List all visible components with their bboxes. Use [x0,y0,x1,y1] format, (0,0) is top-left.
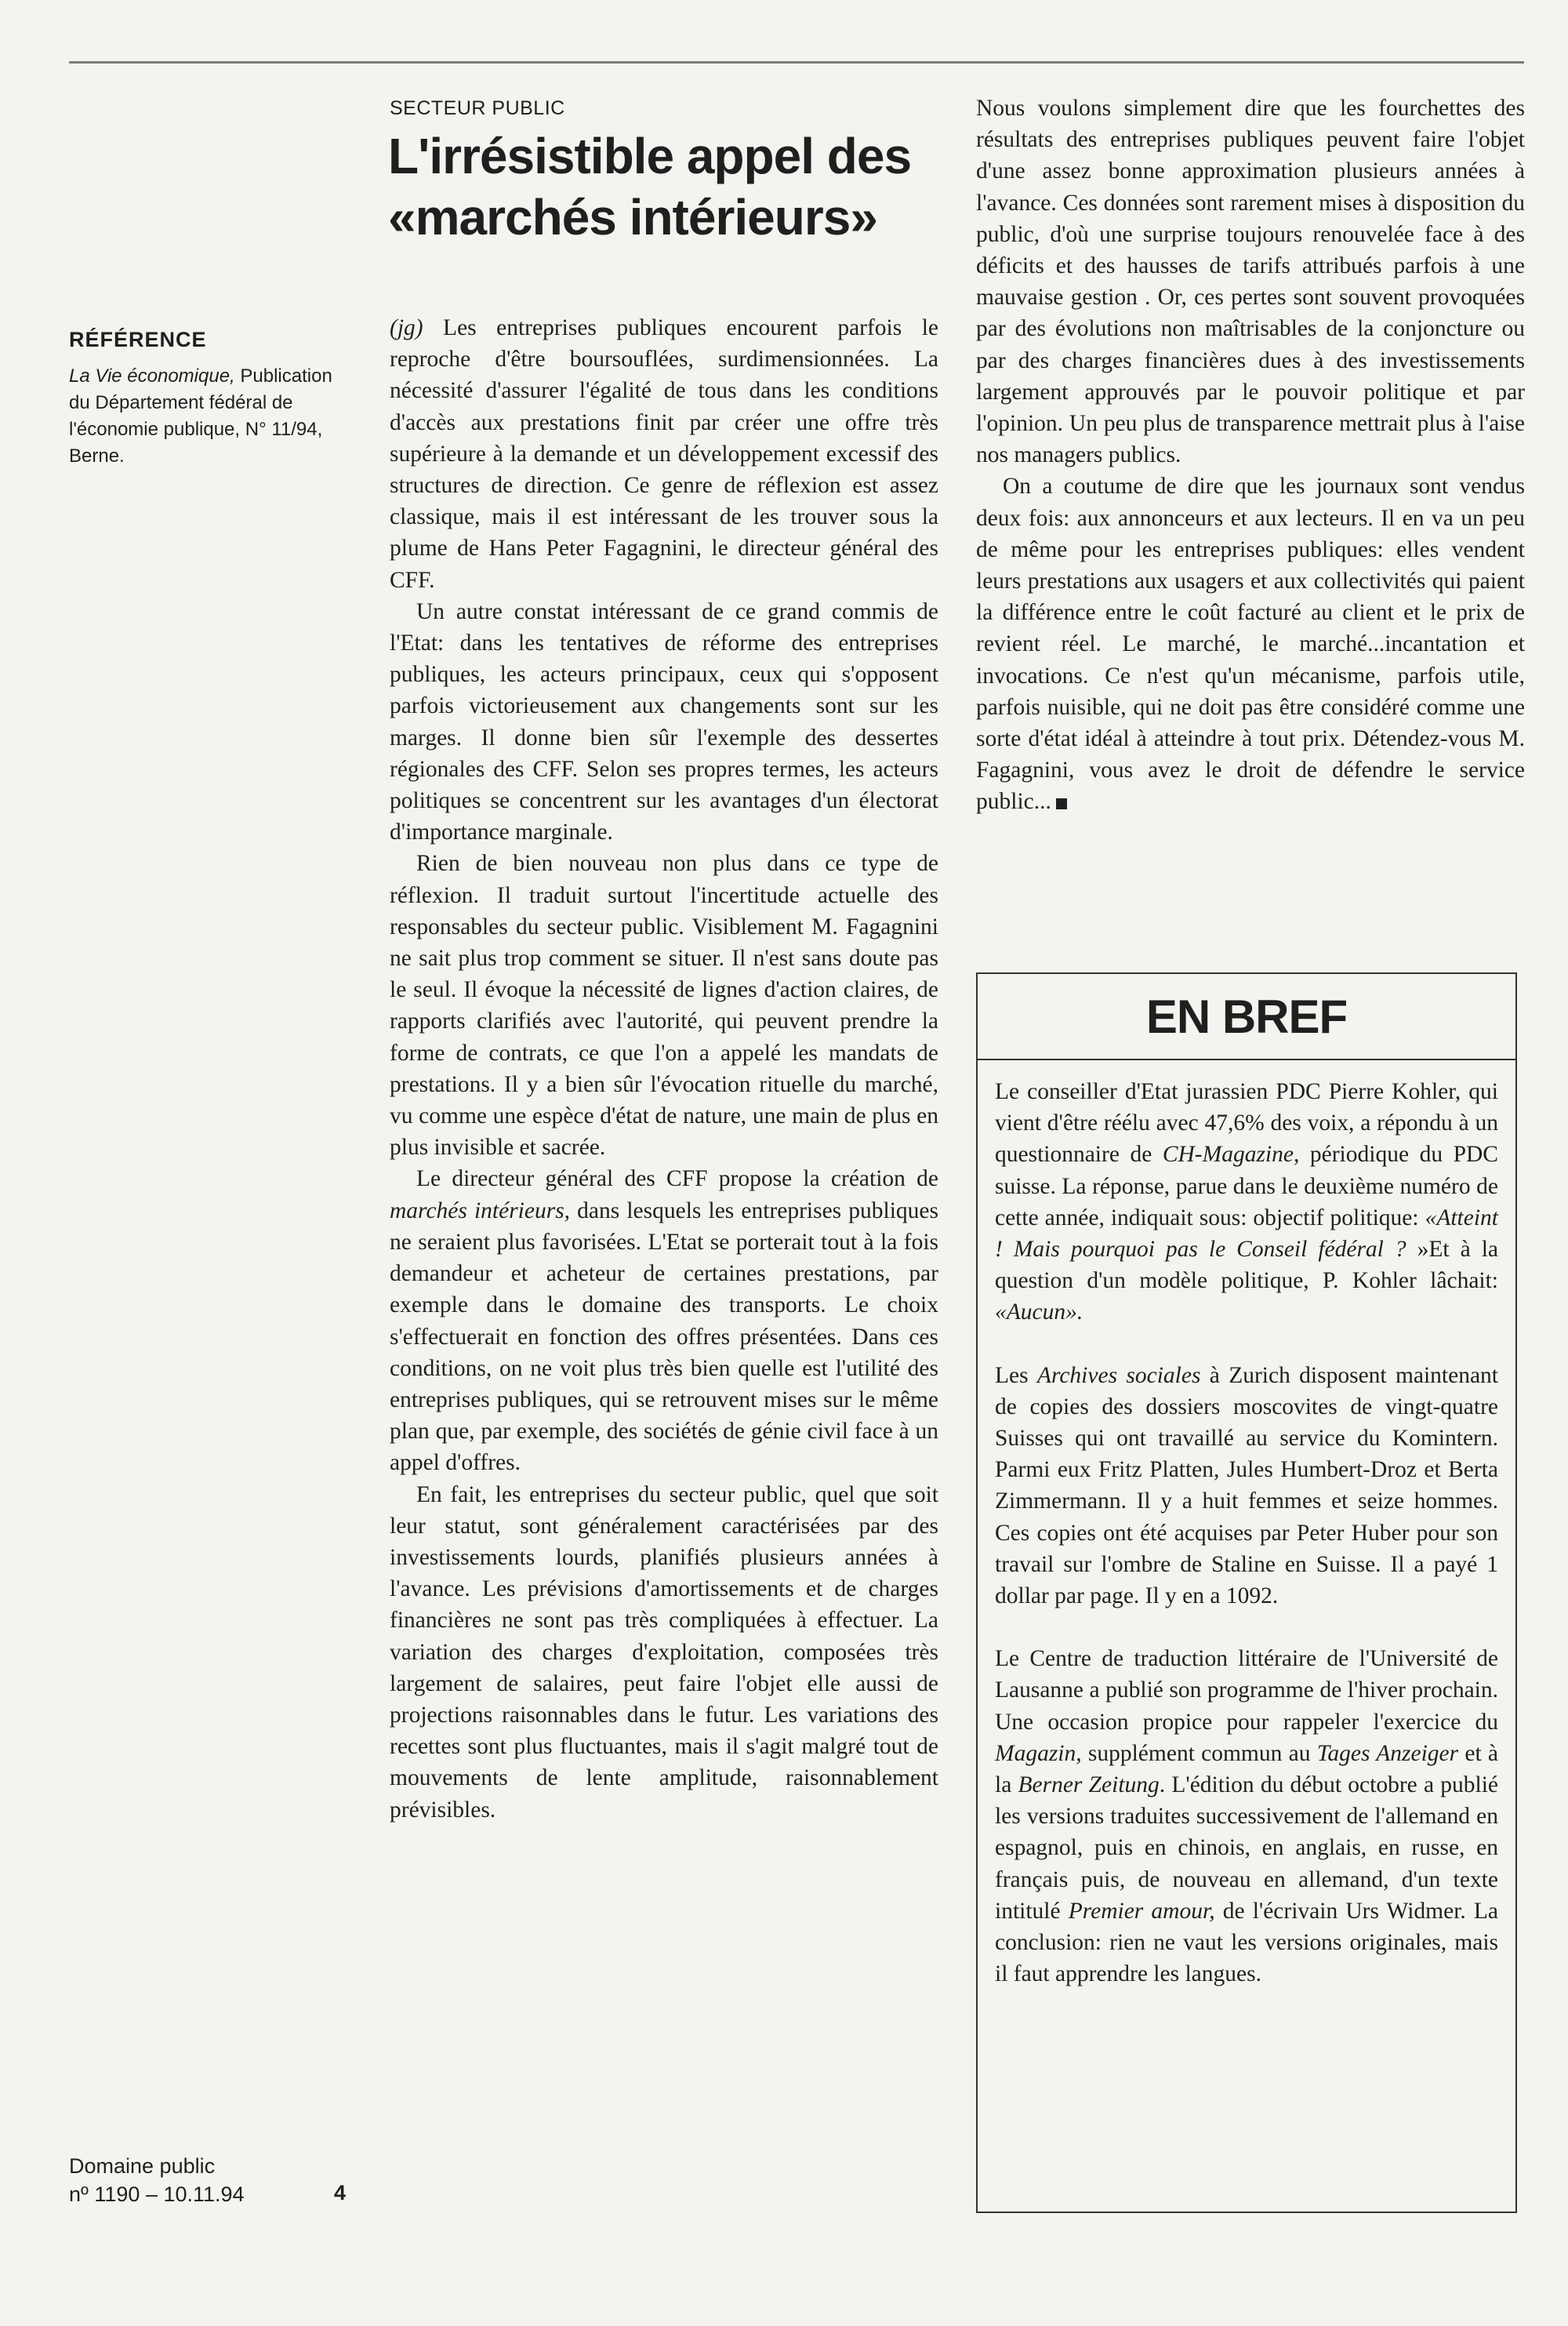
reference-text [69,363,336,470]
article-paragraph: Rien de bien nouveau non plus dans ce type de réflexion. Il traduit surtout l'incertitude actuelle des responsables du secteur public. Visiblement M. Fagagnini ne sait plus trop comment se situer. Il n'est sans doute pas le seul. Il évoque la nécessité de lignes d'action claires, de rapports clarifiés avec l'autorité, qui peuvent prendre la forme de contrats, ce que l'on a appelé les mandats de prestations. Il y a bien sûr l'évocation rituelle du marché, vu comme une espèce d'état de nature, une main de plus en plus invisible et sacrée. [390,851,938,1161]
brief-item: Le Centre de traduction littéraire de l'Université de Lausanne a publié son programme de l'hiver prochain. Une occasion propice pour rappeler l'exercice du Magazin, supplément commun au Tages Anzeiger et à la Berner Zeitung. L'édition du début octobre a publié les versions traduites successivement de l'allemand en espagnol, puis en chinois, en anglais, en russe, en français puis, de nouveau en allemand, d'un texte intitulé Premier amour, de l'écrivain Urs Widmer. La conclusion: rien ne vaut les versions originales, mais il faut apprendre les langues. [995,1646,1499,1987]
article-paragraph: Un autre constat intéressant de ce grand commis de l'Etat: dans les tentatives de réforme des entreprises publiques, les acteurs principaux, ceux qui s'opposent parfois victorieusement aux changements sont sur les marges. Il donne bien sûr l'exemple des dessertes régionales des CFF. Selon ses propres termes, les acteurs politiques se concentrent sur les avantages d'un électorat d'importance marginale. [390,598,938,845]
issue-footer [69,2152,367,2208]
article-column-2 [976,93,1525,818]
page-number: 4 [334,2181,347,2204]
reference-publication-title: La Vie économique, [69,365,235,387]
top-rule [69,61,1524,64]
article-paragraph: On a coutume de dire que les journaux sont vendus deux fois: aux annonceurs et aux lecteurs. Il en va un peu de même pour les entreprises publiques: elles vendent leurs prestations aux usagers et aux collectivités qui paient la différence entre le coût facturé au client et le prix de revient réel. Le marché, le marché...incantation et invocations. Ce n'est qu'un mécanisme, parfois utile, parfois nuisible, qui ne doit pas être considéré comme une sorte d'état idéal à atteindre à tout prix. Détendez-vous M. Fagagnini, vous avez le droit de défendre le service public... [976,474,1525,815]
article-paragraph: Nous voulons simplement dire que les fourchettes des résultats des entreprises publiques peuvent faire l'objet d'une assez bonne approximation plusieurs années à l'avance. Ces données sont rarement mises à disposition du public, d'où une surprise toujours renouvelée face à des déficits et des hausses de tarifs attribués parfois à une mauvaise gestion . Or, ces pertes sont souvent provoquées par des évolutions non maîtrisables de la conjoncture ou par des charges financières dues à des investissements largement approuvés par le pouvoir politique et par l'opinion. Un peu plus de transparence mettrait plus à l'aise nos managers publics. [976,96,1525,468]
end-of-article-mark [1056,798,1067,809]
article-column-1 [390,312,938,1826]
section-kicker: SECTEUR PUBLIC [390,97,565,119]
reference-publication-details: Publication du Département fédéral de l'économie publique, N° 11/94, Berne. [69,365,332,467]
brief-item: Les Archives sociales à Zurich disposent maintenant de copies des dossiers moscovites de vingt-quatre Suisses qui ont travaillé au service du Komintern. Parmi eux Fritz Platten, Jules Humbert-Droz et Berta Zimmermann. Il y a huit femmes et seize hommes. Ces copies ont été acquises par Peter Huber pour son travail sur l'ombre de Staline en Suisse. Il a payé 1 dollar par page. Il y en a 1092. [995,1362,1499,1609]
article-paragraph: Le directeur général des CFF propose la création de marchés intérieurs, dans lesquels les entreprises publiques ne seraient plus favorisées. L'Etat se porterait tout à la fois demandeur et acheteur de certaines prestations, par exemple dans le domaine des transports. Le choix s'effectuerait en fonction des offres présentées. Dans ces conditions, on ne voit plus très bien quelle est l'utilité des entreprises publiques, qui se retrouvent mises sur le même plan que, par exemple, des sociétés de génie civil face à un appel d'offres. [390,1166,938,1476]
en-bref-body [978,1060,1515,1990]
publication-name: Domaine public [69,2154,216,2178]
issue-number-date: nº 1190 – 10.11.94 [69,2182,245,2206]
en-bref-title: EN BREF [978,974,1515,1060]
article-paragraph: (jg) Les entreprises publiques encourent parfois le reproche d'être boursouflées, surdimensionnées. La nécessité d'assurer l'égalité de tous dans les conditions d'accès aux prestations finit par créer une offre très supérieure à la demande et un développement excessif des structures de direction. Ce genre de réflexion est assez classique, mais il est intéressant de les trouver sous la plume de Hans Peter Fagagnini, le directeur général des CFF. [390,315,938,593]
reference-sidebar [69,328,336,470]
article-headline: L'irrésistible appel des «marchés intérieurs» [388,128,912,245]
author-initials: (jg) [390,315,423,340]
en-bref-box [976,972,1517,2213]
brief-item: Le conseiller d'Etat jurassien PDC Pierre Kohler, qui vient d'être réélu avec 47,6% des voix, a répondu à un questionnaire de CH-Magazine, périodique du PDC suisse. La réponse, parue dans le deuxième numéro de cette année, indiquait sous: objectif politique: «Atteint ! Mais pourquoi pas le Conseil fédéral ? »Et à la question d'un modèle politique, P. Kohler lâchait: «Aucun». [995,1079,1498,1325]
article-paragraph: En fait, les entreprises du secteur public, quel que soit leur statut, sont généralement caractérisées par des investissements lourds, planifiés plusieurs années à l'avance. Les prévisions d'amortissements et de charges financières ne sont pas très compliquées à effectuer. La variation des charges d'exploitation, composées très largement de salaires, peut faire l'objet elle aussi de projections raisonnables dans le futur. Les variations des recettes sont plus fluctuantes, mais il s'agit malgré tout de mouvements de lente amplitude, raisonnablement prévisibles. [390,1481,938,1823]
reference-heading: RÉFÉRENCE [69,328,207,351]
